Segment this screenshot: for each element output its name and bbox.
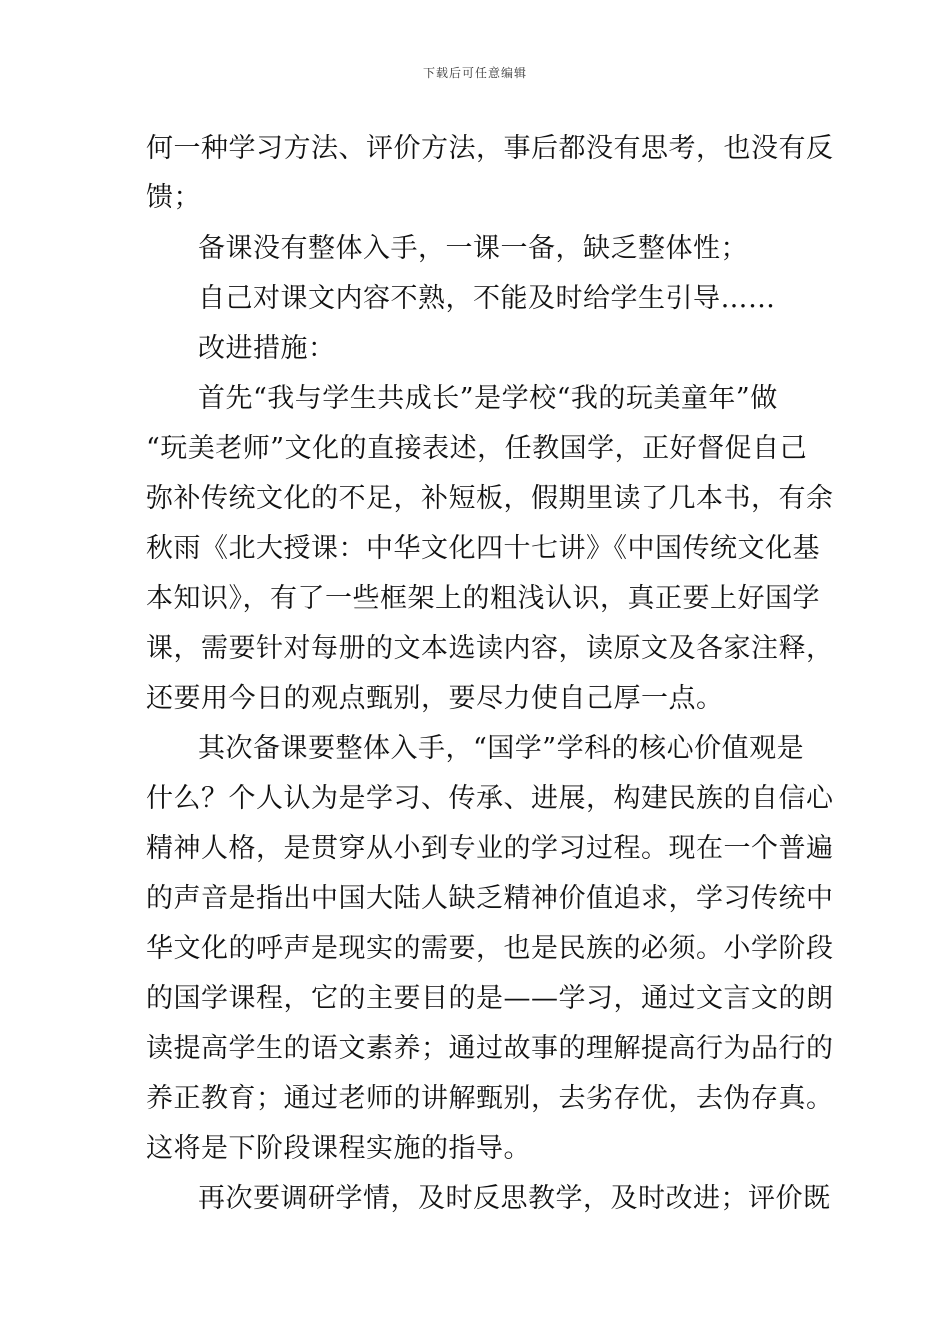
- page-header: 下载后可任意编辑: [422, 66, 527, 80]
- text-line: 读提高学生的语文素养；通过故事的理解提高行为品行的: [146, 1033, 834, 1064]
- text-line: 什么？个人认为是学习、传承、进展，构建民族的自信心: [146, 783, 834, 814]
- text-line: 这将是下阶段课程实施的指导。: [146, 1133, 531, 1164]
- text-line: 备课没有整体入手，一课一备，缺乏整体性；: [198, 233, 748, 264]
- text-line: 首先“我与学生共成长”是学校“我的玩美童年”做: [198, 383, 778, 414]
- text-line: 何一种学习方法、评价方法，事后都没有思考，也没有反: [146, 133, 834, 164]
- text-line: 秋雨《北大授课：中华文化四十七讲》《中国传统文化基: [146, 533, 820, 564]
- text-line: 其次备课要整体入手，“国学”学科的核心价值观是: [198, 733, 805, 764]
- text-line: “玩美老师”文化的直接表述，任教国学，正好督促自己: [146, 433, 808, 464]
- text-line: 课，需要针对每册的文本选读内容，读原文及各家注释，: [146, 633, 834, 664]
- text-line: 华文化的呼声是现实的需要，也是民族的必须。小学阶段: [146, 933, 834, 964]
- text-line: 精神人格，是贯穿从小到专业的学习过程。现在一个普遍: [146, 833, 834, 864]
- text-line: 养正教育；通过老师的讲解甄别，去劣存优，去伪存真。: [146, 1083, 834, 1114]
- text-line: 改进措施：: [198, 333, 336, 364]
- text-line: 自己对课文内容不熟，不能及时给学生引导……: [198, 283, 776, 314]
- text-line: 再次要调研学情，及时反思教学，及时改进；评价既: [198, 1183, 831, 1214]
- text-line: 还要用今日的观点甄别，要尽力使自己厚一点。: [146, 683, 724, 714]
- text-line: 本知识》，有了一些框架上的粗浅认识，真正要上好国学: [146, 583, 820, 614]
- text-line: 馈；: [146, 182, 201, 213]
- text-line: 的国学课程，它的主要目的是——学习，通过文言文的朗: [146, 983, 834, 1014]
- text-line: 弥补传统文化的不足，补短板，假期里读了几本书，有余: [146, 483, 834, 514]
- text-line: 的声音是指出中国大陆人缺乏精神价值追求，学习传统中: [146, 883, 834, 914]
